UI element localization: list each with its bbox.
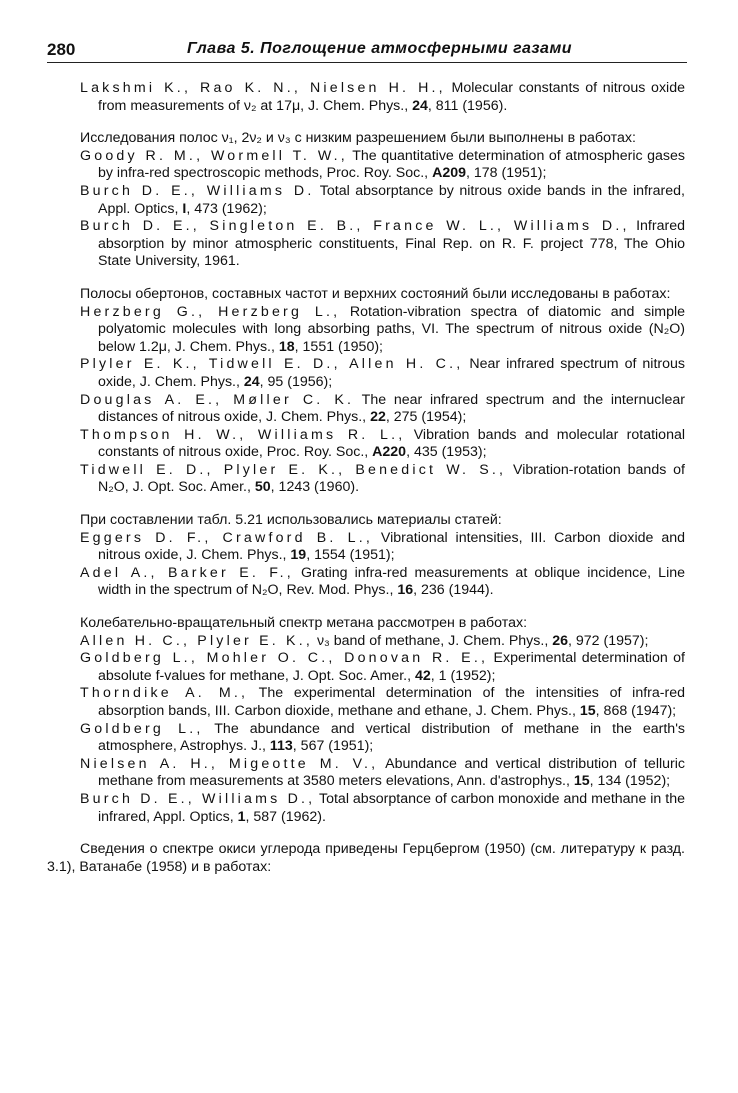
reference-volume: 24: [412, 97, 428, 114]
reference-title: Total absorptance of carbon monoxide and methane in the infrared, Appl. Optics,: [98, 790, 685, 825]
reference-authors: Goody R. M., Wormell T. W.,: [80, 147, 348, 164]
section-intro: Полосы обертонов, составных частот и верхних состояний были исследованы в работах:: [80, 285, 671, 302]
reference-entry: [80, 356, 685, 391]
reference-entry: [80, 791, 685, 826]
section-intro: При составлении табл. 5.21 использовались материалы статей:: [80, 512, 502, 529]
reference-volume: 22: [370, 409, 386, 426]
reference-title: Rotation-vibration spectra of diatomic and simple polyatomic molecules with long absorbing paths, VI. The spectrum of nitrous oxide (N₂O) below 1.2μ, J. Chem. Phys.,: [98, 303, 686, 355]
reference-volume: 16: [397, 582, 414, 599]
reference-pages-year: , 567 (1951);: [292, 738, 374, 755]
reference-volume: 42: [415, 667, 431, 684]
section-gap: [80, 271, 685, 286]
reference-pages-year: , 473 (1962);: [186, 200, 267, 217]
reference-volume: 15: [579, 703, 596, 719]
reference-volume: A209: [432, 165, 466, 182]
reference-title: The near infrared spectrum and the internuclear distances of nitrous oxide, J. Chem. Phys.,: [98, 391, 685, 426]
reference-volume: 113: [269, 738, 293, 755]
running-head: Глава 5. Поглощение атмосферными газами: [187, 40, 573, 57]
section-gap: [80, 826, 685, 841]
reference-authors: Lakshmi K., Rao K. N., Nielsen H. H.,: [80, 80, 446, 96]
reference-authors: Thorndike A. M.,: [80, 685, 249, 702]
reference-title: Experimental determination of absolute f-values for methane, J. Opt. Soc. Amer.,: [98, 650, 685, 684]
reference-pages-year: , 178 (1951);: [466, 165, 547, 182]
reference-title: Molecular constants of nitrous oxide from measurements of ν₂ at 17μ, J. Chem. Phys.,: [98, 80, 685, 114]
reference-authors: Thompson H. W., Williams R. L.,: [80, 426, 406, 443]
reference-title: Vibrational intensities, III. Carbon dioxide and nitrous oxide, J. Chem. Phys.,: [98, 529, 685, 564]
reference-entry: [80, 565, 685, 600]
reference-volume: I: [182, 200, 187, 217]
reference-volume: 15: [573, 773, 590, 790]
reference-title: The abundance and vertical distribution of methane in the earth's atmosphere, Astrophys. J.,: [98, 720, 685, 755]
reference-title: Vibration bands and molecular rotational constants of nitrous oxide, Proc. Roy. Soc.,: [98, 426, 685, 461]
reference-authors: Goldberg L.,: [80, 720, 204, 737]
bibliography-body: [47, 80, 686, 876]
reference-pages-year: , 1551 (1950);: [294, 338, 383, 355]
reference-authors: Goldberg L., Mohler O. C., Donovan R. E.,: [80, 650, 489, 667]
reference-authors: Plyler E. K., Tidwell E. D., Allen H. C.,: [80, 356, 464, 373]
reference-pages-year: , 95 (1956);: [259, 373, 333, 390]
reference-entry: [80, 462, 685, 497]
reference-authors: Nielsen A. H., Migeotte M. V.,: [80, 755, 379, 772]
bibliography-section: [80, 130, 685, 271]
reference-pages-year: , 1 (1952);: [430, 667, 496, 684]
reference-authors: Burch D. E., Singleton E. B., France W. L., Williams D.,: [80, 218, 630, 235]
section-gap: [80, 600, 685, 615]
reference-title: Near infrared spectrum of nitrous oxide, J. Chem. Phys.,: [98, 356, 685, 390]
reference-entry: [80, 148, 685, 183]
reference-title: Grating infra-red measurements at oblique incidence, Line width in the spectrum of N₂O, Rev. Mod. Phys.,: [98, 564, 686, 599]
reference-title: Total absorptance by nitrous oxide bands in the infrared, Appl. Optics,: [98, 182, 685, 217]
section-intro: Сведения о спектре окиси углерода приведены Герцбергом (1950) (см. литературу к разд. 3.1), Ватанабе (1958) и в работах:: [47, 841, 685, 875]
reference-pages-year: , 435 (1953);: [406, 444, 487, 461]
reference-entry: [80, 721, 685, 756]
reference-entry: [80, 685, 685, 720]
reference-entry: [80, 427, 685, 462]
reference-entry: [80, 80, 685, 115]
reference-pages-year: , 972 (1957);: [567, 632, 649, 649]
reference-entry: [80, 183, 685, 218]
reference-entry: [80, 530, 685, 565]
bibliography-section: [80, 80, 685, 115]
page-number: 280: [47, 40, 76, 59]
reference-title: The experimental determination of the intensities of infra-red absorption bands, III. Carbon dioxide, methane and ethane, J. Chem. Phys.,: [98, 685, 685, 719]
reference-pages-year: , 134 (1952);: [589, 773, 671, 790]
reference-pages-year: , 811 (1956).: [427, 97, 508, 114]
reference-volume: 1: [237, 808, 246, 825]
reference-pages-year: , 236 (1944).: [413, 582, 494, 599]
reference-pages-year: , 587 (1962).: [245, 808, 326, 825]
reference-entry: [80, 650, 685, 685]
section-gap: [80, 497, 685, 512]
section-intro: Исследования полос ν₁, 2ν₂ и ν₃ с низким разрешением были выполнены в работах:: [80, 130, 636, 147]
reference-authors: Allen H. C., Plyler E. K.,: [80, 632, 313, 649]
reference-volume: A220: [372, 444, 407, 461]
bibliography-section: [80, 512, 685, 600]
section-gap: [80, 115, 685, 130]
bibliography-section: [47, 841, 685, 876]
reference-authors: Douglas A. E., Møller C. K.: [80, 391, 355, 408]
reference-volume: 19: [290, 547, 307, 564]
reference-authors: Burch D. E., Williams D.: [80, 182, 315, 199]
reference-pages-year: , 275 (1954);: [385, 409, 467, 426]
reference-authors: Herzberg G., Herzberg L.,: [80, 303, 341, 320]
reference-title: Abundance and vertical distribution of telluric methane from measurements at 3580 meters elevations, Ann. d'astrophys.,: [98, 755, 685, 790]
reference-volume: 24: [243, 373, 260, 390]
reference-pages-year: , 868 (1947);: [595, 703, 677, 719]
bibliography-section: [80, 286, 685, 497]
reference-authors: Burch D. E., Williams D.,: [80, 790, 316, 807]
reference-title: Infrared absorption by minor atmospheric constituents, Final Rep. on R. F. project 778, The Ohio State University, 1961.: [98, 218, 685, 270]
reference-entry: [80, 392, 685, 427]
reference-pages-year: , 1554 (1951);: [306, 547, 395, 564]
reference-authors: Adel A., Barker E. F.,: [80, 564, 294, 581]
reference-title: The quantitative determination of atmospheric gases by infra-red spectroscopic methods, Proc. Roy. Soc.,: [98, 147, 685, 182]
section-intro: Колебательно-вращательный спектр метана рассмотрен в работах:: [80, 615, 528, 632]
reference-volume: 26: [552, 632, 568, 649]
reference-authors: Tidwell E. D., Plyler E. K., Benedict W. S.,: [80, 461, 507, 478]
reference-volume: 50: [254, 479, 271, 496]
page-header: [47, 40, 687, 63]
reference-pages-year: , 1243 (1960).: [270, 479, 360, 496]
reference-authors: Eggers D. F., Crawford B. L.,: [80, 529, 374, 546]
reference-title: ν₃ band of methane, J. Chem. Phys.,: [313, 632, 553, 649]
reference-title: Vibration-rotation bands of N₂O, J. Opt. Soc. Amer.,: [98, 461, 685, 496]
reference-entry: [80, 304, 685, 357]
reference-volume: 18: [278, 338, 295, 355]
reference-entry: [80, 756, 685, 791]
reference-entry: [80, 633, 685, 651]
reference-entry: [80, 218, 685, 271]
bibliography-section: [80, 615, 685, 826]
